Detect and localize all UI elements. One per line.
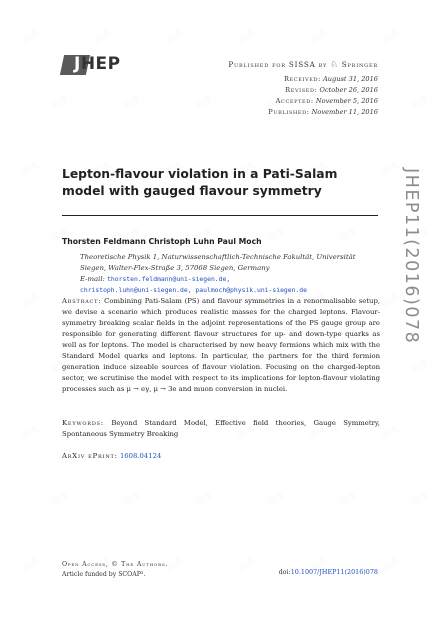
watermark-glyph	[162, 26, 184, 46]
abstract-label: Abstract:	[62, 297, 102, 305]
abstract	[62, 296, 380, 395]
published-for-line	[228, 60, 378, 70]
author-list: Thorsten Feldmann Christoph Luhn Paul Moch	[62, 237, 262, 246]
watermark-glyph	[90, 26, 112, 46]
keywords-text: Beyond Standard Model, Effective field theories, Gauge Symmetry, Spontaneous Symmetry Breaking	[62, 419, 380, 438]
license-footer	[62, 560, 168, 580]
watermark-glyph	[234, 26, 256, 46]
watermark-glyph	[48, 92, 70, 112]
watermark-glyph	[336, 224, 358, 244]
email-label: E-mail:	[80, 275, 105, 283]
watermark-glyph	[18, 554, 40, 574]
logo-text	[74, 54, 121, 74]
watermark-glyph	[408, 92, 430, 112]
springer-horse-icon: ♘	[330, 60, 339, 70]
keywords	[62, 418, 380, 440]
date-published: Published: November 11, 2016	[268, 108, 378, 116]
watermark-glyph	[378, 422, 400, 442]
side-identifier-text: JHEP11(2016)078	[401, 168, 421, 345]
published-for-text: Published for SISSA by	[228, 60, 328, 69]
affiliation: Theoretische Physik 1, Naturwissenschaftlich-Technische Fakultät, Universität Siegen, Walter-Flex-Straße 3, 57068 Siegen, Germany	[80, 253, 356, 272]
watermark-glyph	[18, 158, 40, 178]
watermark-glyph	[18, 26, 40, 46]
watermark-glyph	[48, 488, 70, 508]
watermark-glyph	[408, 488, 430, 508]
watermark-glyph	[234, 554, 256, 574]
publisher-name: Springer	[341, 60, 378, 69]
abstract-text: Combining Pati-Salam (PS) and flavour symmetries in a renormalisable setup, we devise a scenario which produces realistic masses for the charged leptons. Flavour-symmetry breaking scalar fields in the adjoint representations of the PS gauge group are responsible for generating different flavour structures for up- and down-type quarks as well as for leptons. The model is characterised by new heavy fermions which mix with the Standard Model quarks and leptons. In particular, the partners for the third fermion generation induce sizeable sources of flavour violation. Focusing on the charged-lepton sector, we scrutinise the model with respect to its implications for lepton-flavour violating processes such as μ → eγ, μ → 3e and muon conversion in nuclei.	[62, 297, 380, 393]
logo-letter-j: J	[74, 54, 81, 74]
history-dates	[268, 74, 378, 118]
email-link-feldmann[interactable]: thorsten.feldmann@uni-siegen.de,	[107, 275, 231, 283]
doi-prefix: doi:	[278, 568, 291, 576]
arxiv-label: ArXiv ePrint:	[62, 452, 118, 460]
logo-letters-hep: HEP	[80, 54, 121, 74]
watermark-glyph	[18, 422, 40, 442]
watermark-glyph	[120, 92, 142, 112]
arxiv-link[interactable]: 1608.04124	[119, 452, 162, 460]
paper-title: Lepton-flavour violation in a Pati-Salam model with gauged flavour symmetry	[62, 167, 338, 198]
watermark-glyph	[18, 290, 40, 310]
watermark-glyph	[336, 488, 358, 508]
watermark-glyph	[120, 488, 142, 508]
open-access-note: Open Access, © The Authors.	[62, 561, 169, 568]
watermark-glyph	[378, 554, 400, 574]
keywords-label: Keywords:	[62, 419, 105, 427]
date-revised: Revised: October 26, 2016	[285, 86, 378, 94]
watermark-glyph	[306, 26, 328, 46]
title-rule	[62, 215, 378, 216]
watermark-glyph	[378, 290, 400, 310]
jhep-logo	[62, 55, 124, 75]
funding-note: Article funded by SCOAP³.	[62, 571, 146, 578]
watermark-glyph	[192, 92, 214, 112]
date-accepted: Accepted: November 5, 2016	[275, 97, 378, 105]
email-link-luhn-moch[interactable]: christoph.luhn@uni-siegen.de, paulmoch@physik.uni-siegen.de	[80, 285, 308, 294]
watermark-glyph	[192, 488, 214, 508]
doi-link[interactable]: 10.1007/JHEP11(2016)078	[290, 568, 378, 576]
email-block	[80, 274, 380, 295]
date-received: Received: August 31, 2016	[283, 75, 378, 83]
watermark-glyph	[264, 488, 286, 508]
doi-footer	[279, 568, 378, 576]
watermark-glyph	[378, 26, 400, 46]
watermark-glyph	[264, 224, 286, 244]
side-identifier	[401, 168, 421, 368]
arxiv-eprint	[62, 452, 161, 460]
